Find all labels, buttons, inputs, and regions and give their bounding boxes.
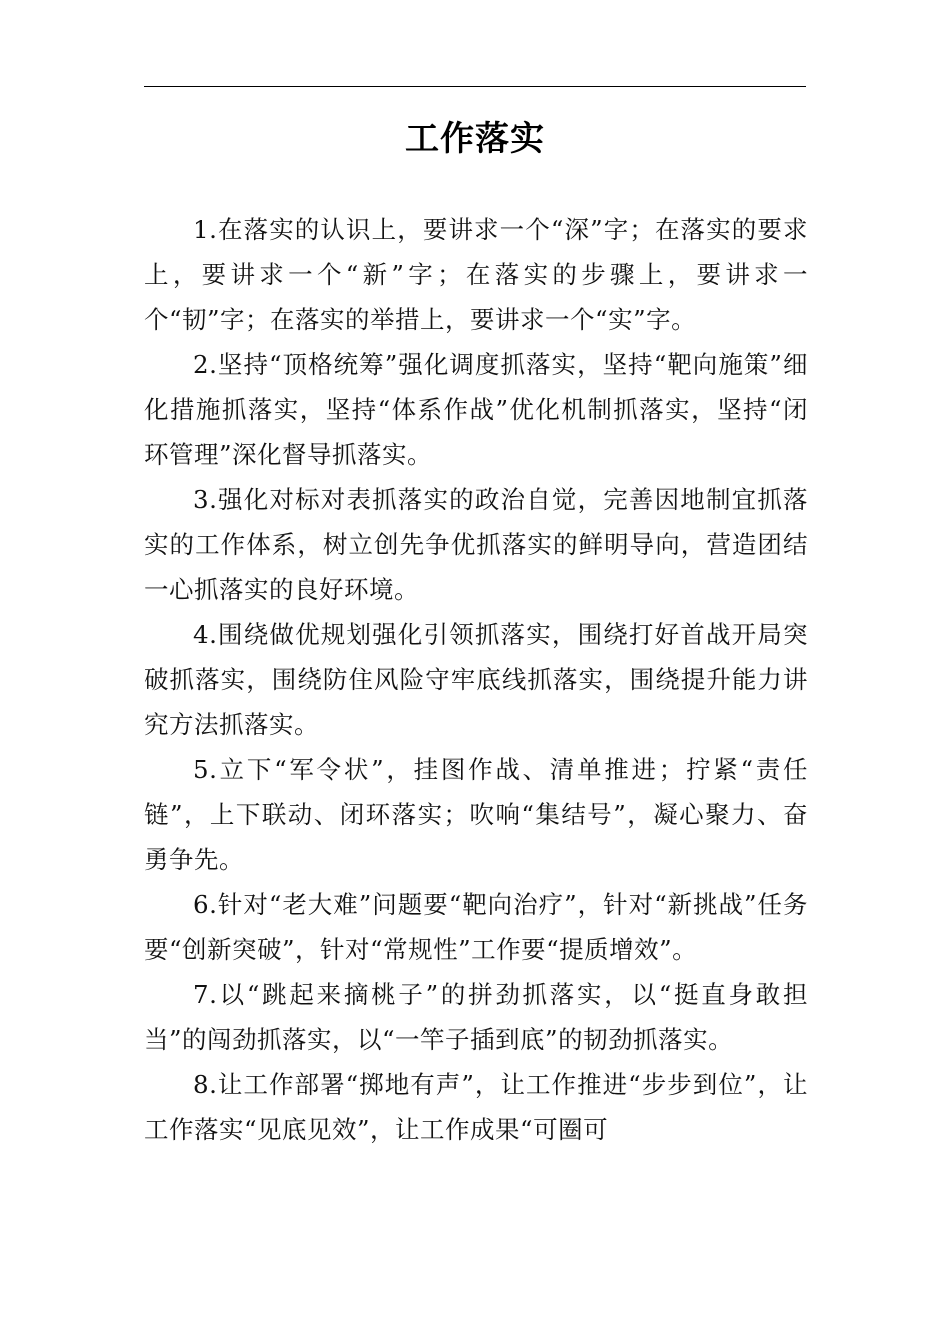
paragraph-3: 3.强化对标对表抓落实的政治自觉，完善因地制宜抓落实的工作体系，树立创先争优抓落实的鲜明导向，营造团结一心抓落实的良好环境。 [144, 485, 808, 604]
paragraph-4: 4.围绕做优规划强化引领抓落实，围绕打好首战开局突破抓落实，围绕防住风险守牢底线抓落实，围绕提升能力讲究方法抓落实。 [144, 620, 808, 739]
paragraph-6: 6.针对“老大难”问题要“靶向治疗”，针对“新挑战”任务要“创新突破”，针对“常规性”工作要“提质增效”。 [144, 890, 808, 964]
header-rule [144, 86, 806, 87]
paragraph-2: 2.坚持“顶格统筹”强化调度抓落实，坚持“靶向施策”细化措施抓落实，坚持“体系作战”优化机制抓落实，坚持“闭环管理”深化督导抓落实。 [144, 350, 808, 469]
paragraph-5: 5.立下“军令状”，挂图作战、清单推进；拧紧“责任链”，上下联动、闭环落实；吹响“集结号”，凝心聚力、奋勇争先。 [144, 755, 808, 874]
paragraph-7: 7.以“跳起来摘桃子”的拼劲抓落实，以“挺直身敢担当”的闯劲抓落实，以“一竿子插到底”的韧劲抓落实。 [144, 980, 808, 1054]
document-body [144, 207, 808, 1152]
paragraph-1: 1.在落实的认识上，要讲求一个“深”字；在落实的要求上，要讲求一个“新”字；在落实的步骤上，要讲求一个“韧”字；在落实的举措上，要讲求一个“实”字。 [144, 215, 808, 334]
paragraph-8: 8.让工作部署“掷地有声”，让工作推进“步步到位”，让工作落实“见底见效”，让工作成果“可圈可 [144, 1070, 808, 1144]
document-title: 工作落实 [405, 119, 545, 159]
